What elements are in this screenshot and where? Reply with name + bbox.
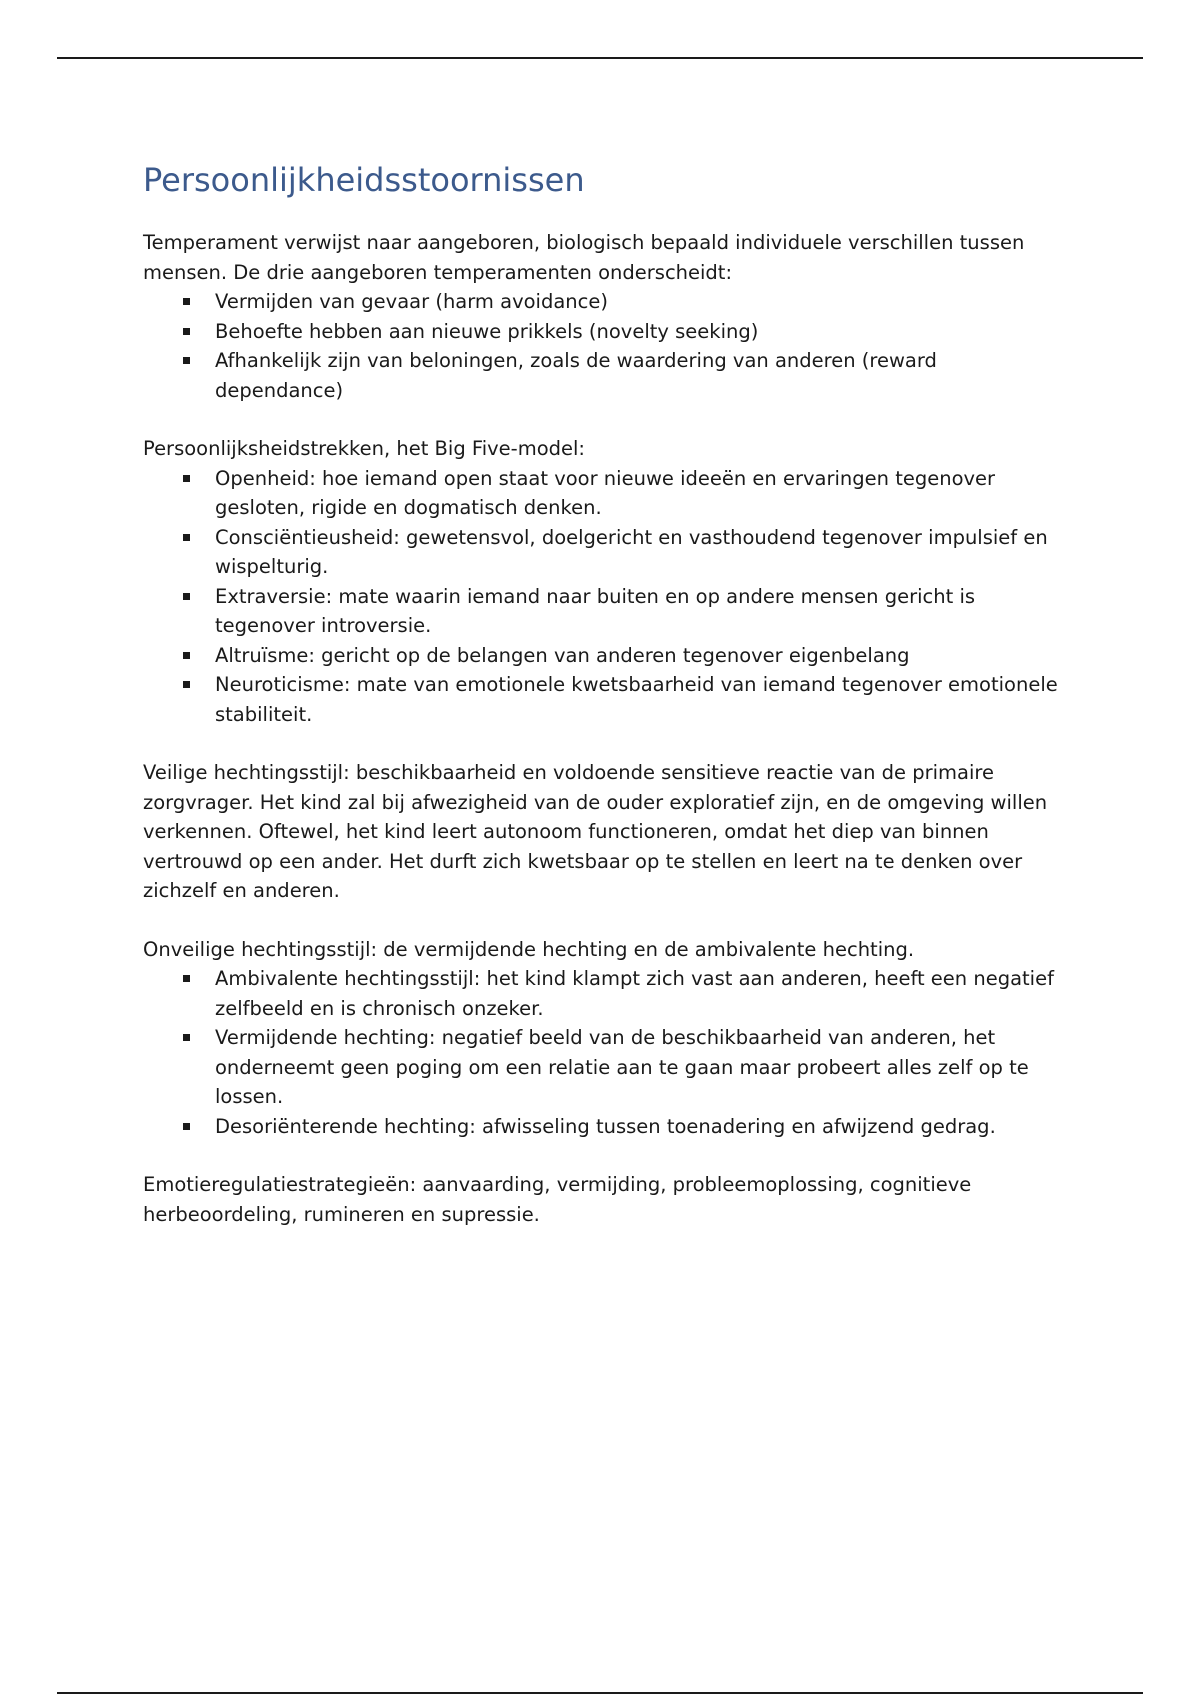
square-bullet-icon — [183, 681, 190, 688]
square-bullet-icon — [183, 652, 190, 659]
unsafe-attachment-intro: Onveilige hechtingsstijl: de vermijdende hechting en de ambivalente hechting. — [143, 937, 915, 961]
list-item: Altruïsme: gericht op de belangen van anderen tegenover eigenbelang — [143, 641, 1063, 671]
square-bullet-icon — [183, 1034, 190, 1041]
safe-attachment-paragraph: Veilige hechtingsstijl: beschikbaarheid en voldoende sensitieve reactie van de primaire zorgvrager. Het kind zal bij afwezigheid van de ouder exploratief zijn, en de omgeving willen verkennen. Oftewel, het kind leert autonoom functioneren, omdat het diep van binnen vertrouwd op een ander. Het durft zich kwetsbaar op te stellen en leert na te denken over zichzelf en anderen. — [143, 761, 1048, 902]
page-bottom-rule — [57, 1692, 1143, 1694]
temperament-intro: Temperament verwijst naar aangeboren, biologisch bepaald individuele verschillen tussen mensen. De drie aangeboren temperamenten onderscheidt: — [143, 231, 1025, 284]
list-item: Consciëntieusheid: gewetensvol, doelgericht en vasthoudend tegenover impulsief en wispelturig. — [143, 523, 1063, 582]
list-item: Afhankelijk zijn van beloningen, zoals de waardering van anderen (reward dependance) — [143, 346, 1063, 405]
emotion-regulation-paragraph: Emotieregulatiestrategieën: aanvaarding, vermijding, probleemoplossing, cognitieve herbeoordeling, rumineren en supressie. — [143, 1173, 972, 1226]
square-bullet-icon — [183, 975, 190, 982]
document-body — [143, 160, 1063, 1229]
big-five-list — [143, 464, 1063, 730]
square-bullet-icon — [183, 475, 190, 482]
square-bullet-icon — [183, 328, 190, 335]
big-five-intro: Persoonlijksheidstrekken, het Big Five-model: — [143, 437, 585, 460]
square-bullet-icon — [183, 534, 190, 541]
list-item: Behoefte hebben aan nieuwe prikkels (novelty seeking) — [143, 317, 1063, 347]
list-item: Desoriënterende hechting: afwisseling tussen toenadering en afwijzend gedrag. — [143, 1112, 1063, 1142]
list-item: Vermijden van gevaar (harm avoidance) — [143, 287, 1063, 317]
list-item: Openheid: hoe iemand open staat voor nieuwe ideeën en ervaringen tegenover gesloten, rigide en dogmatisch denken. — [143, 464, 1063, 523]
square-bullet-icon — [183, 357, 190, 364]
square-bullet-icon — [183, 1123, 190, 1130]
list-item: Ambivalente hechtingsstijl: het kind klampt zich vast aan anderen, heeft een negatief zelfbeeld en is chronisch onzeker. — [143, 964, 1063, 1023]
list-item: Vermijdende hechting: negatief beeld van de beschikbaarheid van anderen, het onderneemt geen poging om een relatie aan te gaan maar probeert alles zelf op te lossen. — [143, 1023, 1063, 1112]
square-bullet-icon — [183, 298, 190, 305]
page-title: Persoonlijkheidsstoornissen — [143, 161, 585, 199]
page-top-rule — [57, 57, 1143, 59]
temperament-list — [143, 287, 1063, 405]
square-bullet-icon — [183, 593, 190, 600]
list-item: Neuroticisme: mate van emotionele kwetsbaarheid van iemand tegenover emotionele stabiliteit. — [143, 670, 1063, 729]
unsafe-attachment-list — [143, 964, 1063, 1141]
list-item: Extraversie: mate waarin iemand naar buiten en op andere mensen gericht is tegenover introversie. — [143, 582, 1063, 641]
